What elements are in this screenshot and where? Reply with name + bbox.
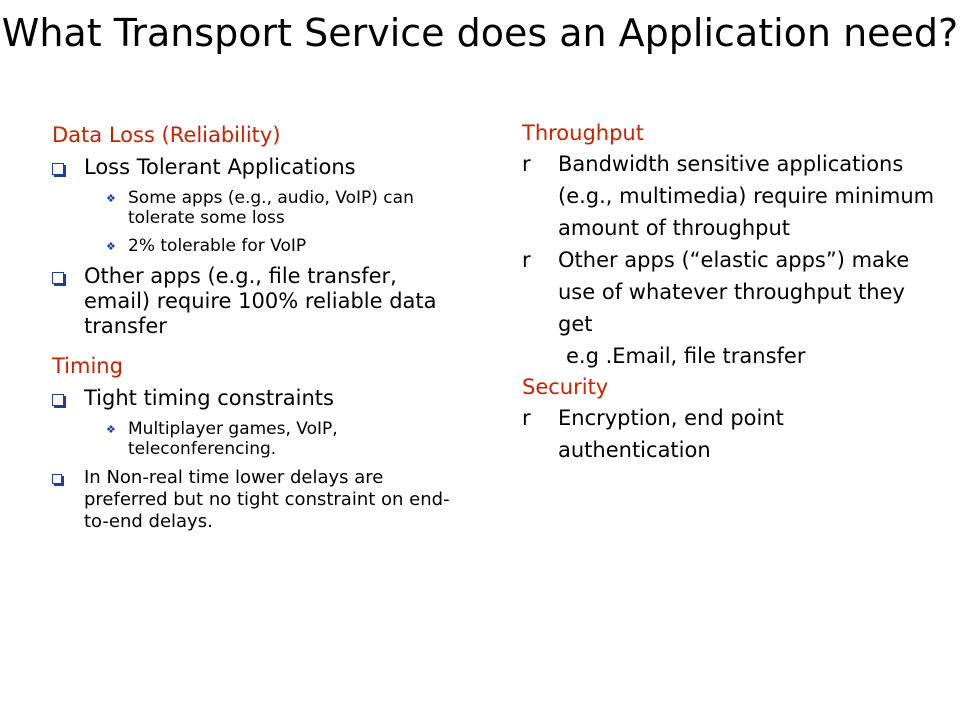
sub-item-text: Some apps (e.g., audio, VoIP) can tolerate some loss	[128, 188, 414, 228]
example-text: e.g .Email, file transfer	[566, 344, 806, 368]
right-column	[522, 118, 942, 466]
r-bullet-icon: r	[522, 248, 531, 272]
list-item-text: Tight timing constraints	[84, 386, 334, 410]
sub-item-text: 2% tolerable for VoIP	[128, 236, 307, 256]
r-bullet-icon: r	[522, 152, 531, 176]
diamond-bullet-icon: ❖	[106, 423, 116, 436]
list-item-text: In Non-real time lower delays are preferred but no tight constraint on end-to-end delays.	[84, 467, 450, 532]
list-item-tight-timing	[52, 386, 462, 411]
list-item-text: Loss Tolerant Applications	[84, 155, 356, 179]
list-item-bandwidth	[522, 148, 942, 244]
r-bullet-icon: r	[522, 406, 531, 430]
square-bullet-icon	[52, 394, 64, 406]
sub-item-voip-tolerance	[52, 236, 462, 256]
list-item-encryption	[522, 402, 942, 466]
square-bullet-icon	[52, 474, 62, 484]
square-bullet-icon	[52, 163, 64, 175]
security-heading: Security	[522, 375, 609, 399]
diamond-bullet-icon: ❖	[106, 192, 116, 205]
sub-item-multiplayer	[52, 419, 462, 459]
list-item-other-apps	[52, 264, 462, 339]
list-item-text: Bandwidth sensitive applications (e.g., multimedia) require minimum amount of throughput	[558, 152, 935, 240]
sub-item-text: Multiplayer games, VoIP, teleconferencing.	[128, 419, 338, 459]
list-item-elastic-apps	[522, 244, 942, 340]
list-item-non-real-time	[52, 467, 462, 533]
list-item-text: Encryption, end point authentication	[558, 406, 784, 462]
data-loss-heading: Data Loss (Reliability)	[52, 123, 281, 147]
sub-item-some-apps	[52, 188, 462, 228]
throughput-heading: Throughput	[522, 121, 644, 145]
square-bullet-icon	[52, 272, 64, 284]
diamond-bullet-icon: ❖	[106, 240, 116, 253]
list-item-text: Other apps (e.g., file transfer, email) require 100% reliable data transfer	[84, 264, 437, 338]
slide-title: What Transport Service does an Application need?	[1, 11, 959, 55]
timing-heading: Timing	[52, 354, 123, 378]
list-item-text: Other apps (“elastic apps”) make use of whatever throughput they get	[558, 248, 910, 336]
left-column	[52, 120, 462, 533]
list-item-loss-tolerant	[52, 155, 462, 180]
